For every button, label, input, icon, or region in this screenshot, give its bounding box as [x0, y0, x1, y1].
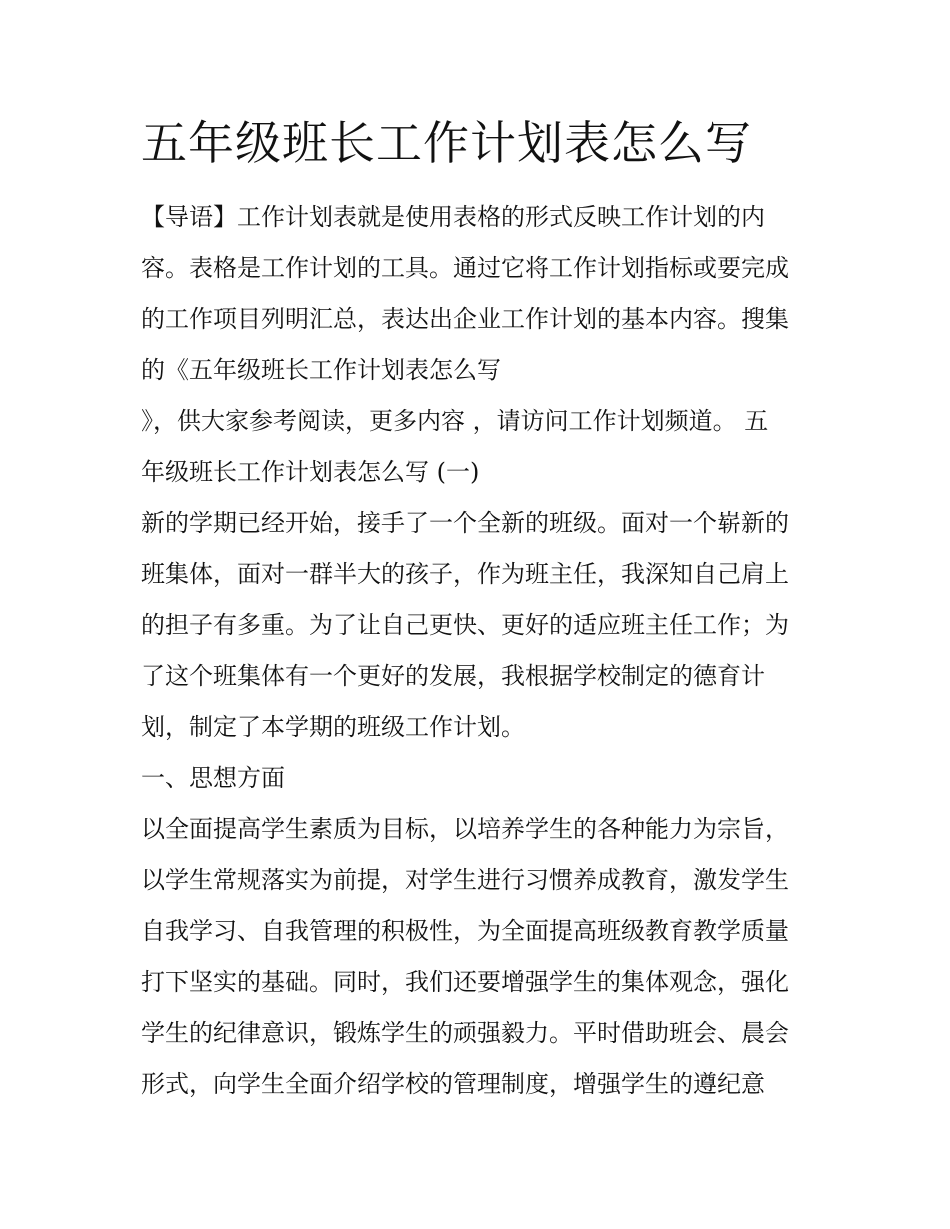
body-line: 新的学期已经开始，接手了一个全新的班级。面对一个崭新的 [141, 509, 789, 537]
document-body [141, 192, 813, 1110]
document-page [141, 112, 813, 1110]
body-line: 划，制定了本学期的班级工作计划。 [141, 713, 525, 741]
section-heading: 一、思想方面 [141, 764, 285, 792]
body-line: 班集体，面对一群半大的孩子，作为班主任，我深知自己肩上 [141, 560, 789, 588]
section-heading: 年级班长工作计划表怎么写 (一) [141, 458, 480, 486]
body-line: 打下坚实的基础。同时，我们还要增强学生的集体观念，强化 [141, 968, 789, 996]
body-line: 形式，向学生全面介绍学校的管理制度，增强学生的遵纪意 [141, 1070, 765, 1098]
body-line: 容。表格是工作计划的工具。通过它将工作计划指标或要完成 [141, 254, 789, 282]
body-line: 【导语】工作计划表就是使用表格的形式反映工作计划的内 [141, 203, 765, 231]
body-line: 》，供大家参考阅读，更多内容 ，请访问工作计划频道。 五 [141, 407, 769, 435]
body-line: 了这个班集体有一个更好的发展，我根据学校制定的德育计 [141, 662, 765, 690]
body-line: 以学生常规落实为前提，对学生进行习惯养成教育，激发学生 [141, 866, 789, 894]
body-line: 的担子有多重。为了让自己更快、更好的适应班主任工作；为 [141, 611, 789, 639]
body-line: 的《五年级班长工作计划表怎么写 [141, 356, 501, 384]
body-line: 自我学习、自我管理的积极性，为全面提高班级教育教学质量 [141, 917, 789, 945]
body-line: 以全面提高学生素质为目标，以培养学生的各种能力为宗旨， [141, 815, 789, 843]
body-line: 学生的纪律意识，锻炼学生的顽强毅力。平时借助班会、晨会 [141, 1019, 789, 1047]
body-line: 的工作项目列明汇总，表达出企业工作计划的基本内容。搜集 [141, 305, 789, 333]
document-title: 五年级班长工作计划表怎么写 [141, 116, 752, 170]
